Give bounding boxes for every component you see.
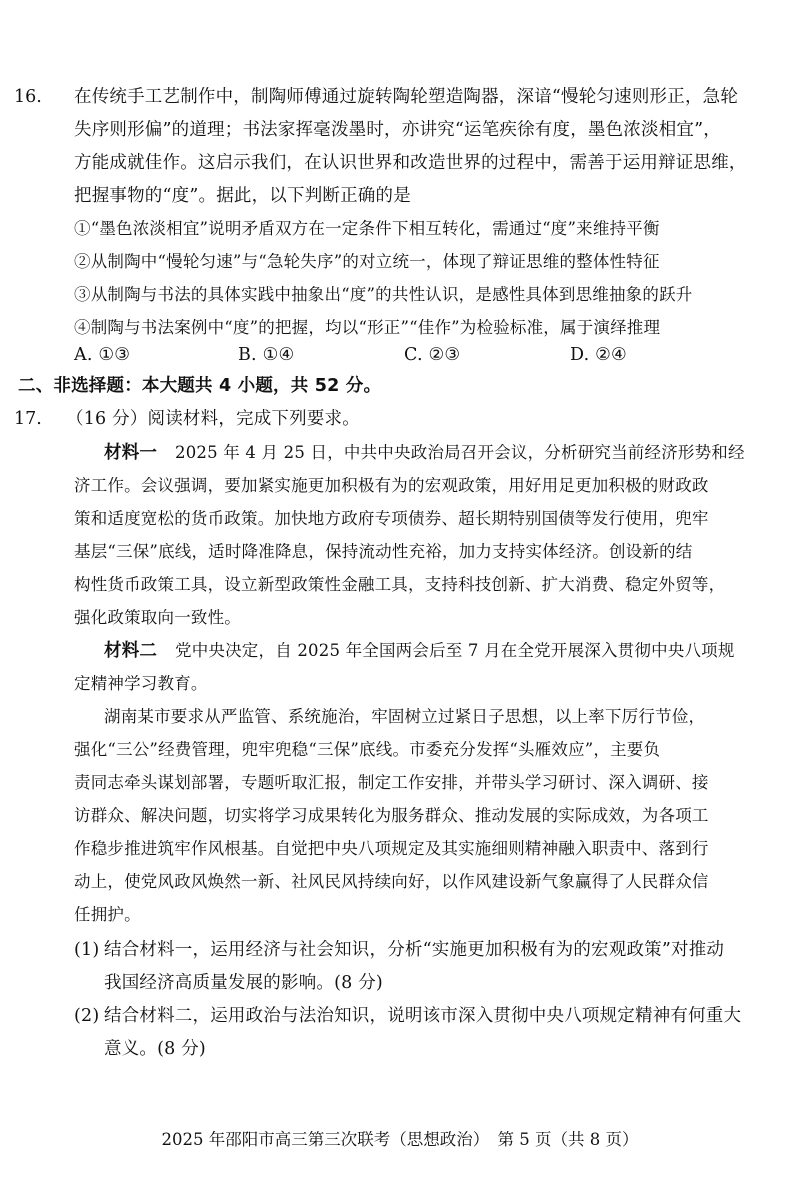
q16-statement-4: ④制陶与书法案例中“度”的把握，均以“形正”“佳作”为检验标准，属于演绎推理: [74, 318, 661, 337]
q17-sub1-number: (1): [74, 940, 100, 960]
material-2-label: 材料二: [104, 641, 158, 661]
q17-sub1-line: 结合材料一，运用经济与社会知识，分析“实施更加积极有为的宏观政策”对推动: [104, 940, 725, 960]
page-footer: 2025 年邵阳市高三第三次联考（思想政治） 第 5 页（共 8 页）: [161, 1130, 639, 1149]
q16-stem-line: 失序则形偏”的道理；书法家挥毫泼墨时，亦讲究“运笔疾徐有度，墨色浓淡相宜”，: [74, 120, 721, 140]
q16-statement-2: ②从制陶中“慢轮匀速”与“急轮失序”的对立统一，体现了辩证思维的整体性特征: [74, 252, 660, 271]
material-2-para-line: 责同志牵头谋划部署，专题听取汇报，制定工作安排，并带头学习研讨、深入调研、接: [74, 773, 709, 792]
q17-sub1-line: 我国经济高质量发展的影响。(8 分): [104, 973, 383, 993]
q16-stem-line: 在传统手工艺制作中，制陶师傅通过旋转陶轮塑造陶器，深谙“慢轮匀速则形正，急轮: [74, 87, 739, 107]
material-2-para-line: 访群众、解决问题，切实将学习成果转化为服务群众、推动发展的实际成效，为各项工: [74, 806, 709, 825]
material-2-para-line: 强化“三公”经费管理，兜牢兜稳“三保”底线。市委充分发挥“头雁效应”，主要负: [74, 740, 661, 759]
q17-sub2-number: (2): [74, 1006, 100, 1026]
q16-statement-3: ③从制陶与书法的具体实践中抽象出“度”的共性认识，是感性具体到思维抽象的跃升: [74, 285, 693, 304]
q16-option-d: D. ②④: [570, 345, 627, 365]
q16-statement-1: ①“墨色浓淡相宜”说明矛盾双方在一定条件下相互转化，需通过“度”来维持平衡: [74, 219, 660, 238]
material-2-para-line: 作稳步推进筑牢作风根基。自觉把中央八项规定及其实施细则精神融入职责中、落到行: [74, 839, 709, 858]
question-17-number: 17.: [14, 409, 42, 429]
material-2-para-line: 湖南某市要求从严监管、系统施治，牢固树立过紧日子思想，以上率下厉行节俭，: [104, 707, 706, 726]
q16-option-a: A. ①③: [74, 345, 131, 365]
q17-intro: （16 分）阅读材料，完成下列要求。: [66, 409, 360, 429]
material-2-line: 定精神学习教育。: [74, 674, 208, 693]
material-1-line: 策和适度宽松的货币政策。加快地方政府专项债券、超长期特别国债等发行使用，兜牢: [74, 509, 709, 528]
material-1-line: 济工作。会议强调，要加紧实施更加积极有为的宏观政策，用好用足更加积极的财政政: [74, 476, 709, 495]
q16-stem-line: 把握事物的“度”。据此，以下判断正确的是: [74, 186, 411, 206]
material-2-line: 党中央决定，自 2025 年全国两会后至 7 月在全党开展深入贯彻中央八项规: [175, 641, 735, 660]
q16-option-b: B. ①④: [238, 345, 295, 365]
q16-stem-line: 方能成就佳作。这启示我们，在认识世界和改造世界的过程中，需善于运用辩证思维，: [74, 153, 747, 173]
q17-sub2-line: 结合材料二，运用政治与法治知识，说明该市深入贯彻中央八项规定精神有何重大: [104, 1006, 742, 1026]
material-2-para-line: 任拥护。: [74, 905, 141, 924]
material-1-line: 强化政策取向一致性。: [74, 608, 241, 627]
question-16-number: 16.: [14, 87, 42, 107]
material-1-line: 2025 年 4 月 25 日，中共中央政治局召开会议，分析研究当前经济形势和经: [175, 443, 745, 462]
material-2-para-line: 动上，使党风政风焕然一新、社风民风持续向好，以作风建设新气象赢得了人民群众信: [74, 872, 709, 891]
material-1-line: 构性货币政策工具，设立新型政策性金融工具，支持科技创新、扩大消费、稳定外贸等，: [74, 575, 726, 594]
material-1-line: 基层“三保”底线，适时降准降息，保持流动性充裕，加力支持实体经济。创设新的结: [74, 542, 693, 561]
material-1-label: 材料一: [104, 443, 158, 463]
q17-sub2-line: 意义。(8 分): [104, 1039, 206, 1059]
section-2-title: 二、非选择题：本大题共 4 小题，共 52 分。: [18, 376, 382, 396]
q16-option-c: C. ②③: [404, 345, 461, 365]
